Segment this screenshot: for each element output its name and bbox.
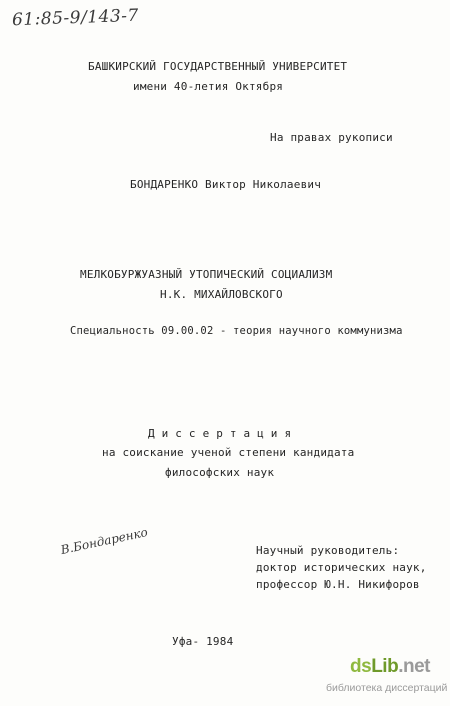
degree-line: на соискание ученой степени кандидата xyxy=(102,446,355,459)
dissertation-title-subject: Н.К. МИХАЙЛОВСКОГО xyxy=(160,288,283,301)
place-year: Уфа- 1984 xyxy=(172,635,234,648)
supervisor-label: Научный руководитель: xyxy=(256,544,400,557)
watermark-tagline: библиотека диссертаций xyxy=(326,682,448,694)
watermark-ds: ds xyxy=(350,656,372,677)
manuscript-note: На правах рукописи xyxy=(270,131,393,144)
watermark-logo xyxy=(326,656,448,702)
degree-field: философских наук xyxy=(165,466,275,479)
university-dedication: имени 40-летия Октября xyxy=(133,80,284,93)
watermark-lib: Lib xyxy=(371,656,399,677)
watermark-net: .net xyxy=(398,656,430,677)
dissertation-title: МЕЛКОБУРЖУАЗНЫЙ УТОПИЧЕСКИЙ СОЦИАЛИЗМ xyxy=(80,268,333,281)
author-name: БОНДАРЕНКО Виктор Николаевич xyxy=(130,178,322,191)
supervisor-degree: доктор исторических наук, xyxy=(256,561,427,574)
university-name: БАШКИРСКИЙ ГОСУДАРСТВЕННЫЙ УНИВЕРСИТЕТ xyxy=(88,60,348,73)
archive-stamp: 61:85-9/143-7 xyxy=(11,5,140,31)
dissertation-heading: Д и с с е р т а ц и я xyxy=(148,427,292,440)
supervisor-name: профессор Ю.Н. Никифоров xyxy=(256,578,420,591)
specialty: Специальность 09.00.02 - теория научного коммунизма xyxy=(70,325,403,337)
author-signature: В.Бондаренко xyxy=(59,524,149,558)
